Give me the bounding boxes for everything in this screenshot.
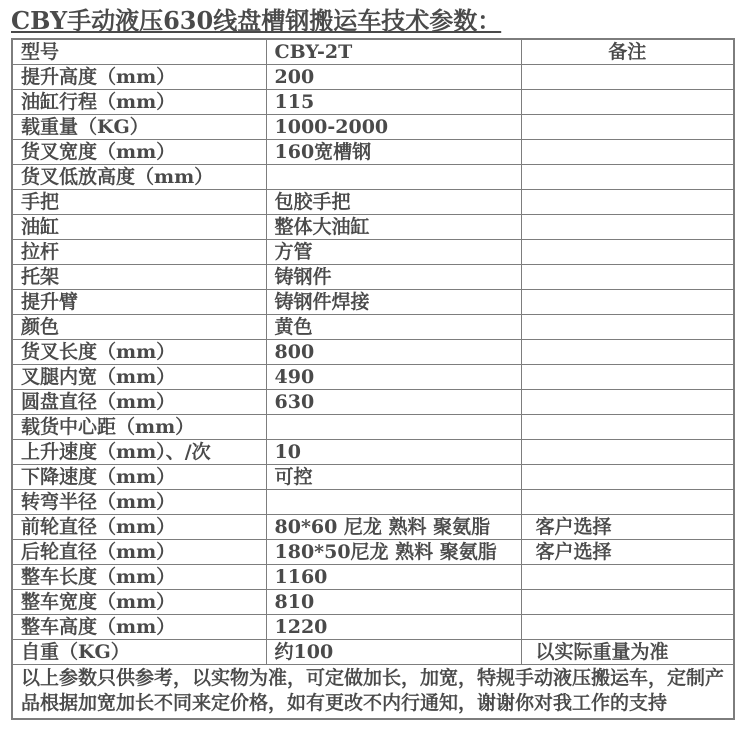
spec-value: 1160: [266, 565, 521, 590]
spec-label: 整车长度（mm）: [12, 565, 266, 590]
spec-value: 方管: [266, 240, 521, 265]
spec-remark: 客户选择: [521, 515, 734, 540]
spec-label: 叉腿内宽（mm）: [12, 365, 266, 390]
spec-table: [11, 38, 735, 720]
spec-value: 10: [266, 440, 521, 465]
table-row: [12, 640, 734, 665]
table-footer-row: [12, 665, 734, 720]
spec-value: 200: [266, 65, 521, 90]
spec-remark: [521, 415, 734, 440]
table-row: [12, 440, 734, 465]
spec-label: 手把: [12, 190, 266, 215]
spec-remark: [521, 590, 734, 615]
spec-remark: [521, 315, 734, 340]
spec-value: 160宽槽钢: [266, 140, 521, 165]
spec-value: 810: [266, 590, 521, 615]
table-row: [12, 190, 734, 215]
spec-label: 下降速度（mm）: [12, 465, 266, 490]
spec-value: [266, 415, 521, 440]
spec-label: 提升臂: [12, 290, 266, 315]
table-row: [12, 215, 734, 240]
spec-value: 铸钢件焊接: [266, 290, 521, 315]
header-model: 型号: [12, 39, 266, 65]
table-row: [12, 540, 734, 565]
table-row: [12, 290, 734, 315]
spec-remark: [521, 165, 734, 190]
spec-value: 115: [266, 90, 521, 115]
table-row: [12, 390, 734, 415]
spec-value: [266, 490, 521, 515]
spec-label: 上升速度（mm）、/次: [12, 440, 266, 465]
spec-value: 铸钢件: [266, 265, 521, 290]
table-row: [12, 65, 734, 90]
spec-label: 整车宽度（mm）: [12, 590, 266, 615]
table-row: [12, 240, 734, 265]
spec-remark: 以实际重量为准: [521, 640, 734, 665]
spec-label: 颜色: [12, 315, 266, 340]
table-row: [12, 115, 734, 140]
spec-value: 630: [266, 390, 521, 415]
spec-value: 1000-2000: [266, 115, 521, 140]
spec-remark: 客户选择: [521, 540, 734, 565]
footer-note: 以上参数只供参考，以实物为准，可定做加长，加宽，特规手动液压搬运车，定制产品根据加宽加长不同来定价格，如有更改不内行通知，谢谢你对我工作的支持: [12, 665, 734, 720]
table-row: [12, 140, 734, 165]
spec-value: 490: [266, 365, 521, 390]
spec-remark: [521, 90, 734, 115]
spec-remark: [521, 140, 734, 165]
header-remark: 备注: [521, 39, 734, 65]
spec-remark: [521, 290, 734, 315]
spec-label: 油缸行程（mm）: [12, 90, 266, 115]
spec-remark: [521, 265, 734, 290]
spec-label: 整车高度（mm）: [12, 615, 266, 640]
spec-remark: [521, 390, 734, 415]
spec-remark: [521, 115, 734, 140]
spec-value: 黄色: [266, 315, 521, 340]
spec-label: 货叉长度（mm）: [12, 340, 266, 365]
header-value: CBY-2T: [266, 39, 521, 65]
spec-label: 圆盘直径（mm）: [12, 390, 266, 415]
spec-label: 提升高度（mm）: [12, 65, 266, 90]
spec-label: 后轮直径（mm）: [12, 540, 266, 565]
table-row: [12, 615, 734, 640]
table-row: [12, 465, 734, 490]
spec-value: 1220: [266, 615, 521, 640]
table-row: [12, 315, 734, 340]
spec-label: 转弯半径（mm）: [12, 490, 266, 515]
table-row: [12, 565, 734, 590]
spec-remark: [521, 565, 734, 590]
table-row: [12, 265, 734, 290]
spec-value: 180*50尼龙 熟料 聚氨脂: [266, 540, 521, 565]
spec-label: 载重量（KG）: [12, 115, 266, 140]
spec-value: [266, 165, 521, 190]
spec-label: 托架: [12, 265, 266, 290]
spec-label: 货叉宽度（mm）: [12, 140, 266, 165]
spec-label: 货叉低放高度（mm）: [12, 165, 266, 190]
table-row: [12, 90, 734, 115]
page-title: CBY手动液压630线盘槽钢搬运车技术参数：: [11, 6, 502, 35]
spec-value: 可控: [266, 465, 521, 490]
table-row: [12, 515, 734, 540]
spec-remark: [521, 65, 734, 90]
spec-label: 前轮直径（mm）: [12, 515, 266, 540]
spec-remark: [521, 365, 734, 390]
spec-label: 油缸: [12, 215, 266, 240]
table-header-row: [12, 39, 734, 65]
spec-remark: [521, 215, 734, 240]
spec-remark: [521, 490, 734, 515]
spec-value: 80*60 尼龙 熟料 聚氨脂: [266, 515, 521, 540]
spec-remark: [521, 465, 734, 490]
table-row: [12, 415, 734, 440]
table-row: [12, 365, 734, 390]
spec-remark: [521, 615, 734, 640]
spec-label: 载货中心距（mm）: [12, 415, 266, 440]
table-row: [12, 490, 734, 515]
spec-remark: [521, 340, 734, 365]
table-row: [12, 590, 734, 615]
spec-value: 整体大油缸: [266, 215, 521, 240]
table-row: [12, 340, 734, 365]
spec-value: 800: [266, 340, 521, 365]
spec-remark: [521, 190, 734, 215]
spec-value: 包胶手把: [266, 190, 521, 215]
spec-label: 自重（KG）: [12, 640, 266, 665]
spec-label: 拉杆: [12, 240, 266, 265]
table-row: [12, 165, 734, 190]
spec-value: 约100: [266, 640, 521, 665]
spec-remark: [521, 440, 734, 465]
spec-remark: [521, 240, 734, 265]
